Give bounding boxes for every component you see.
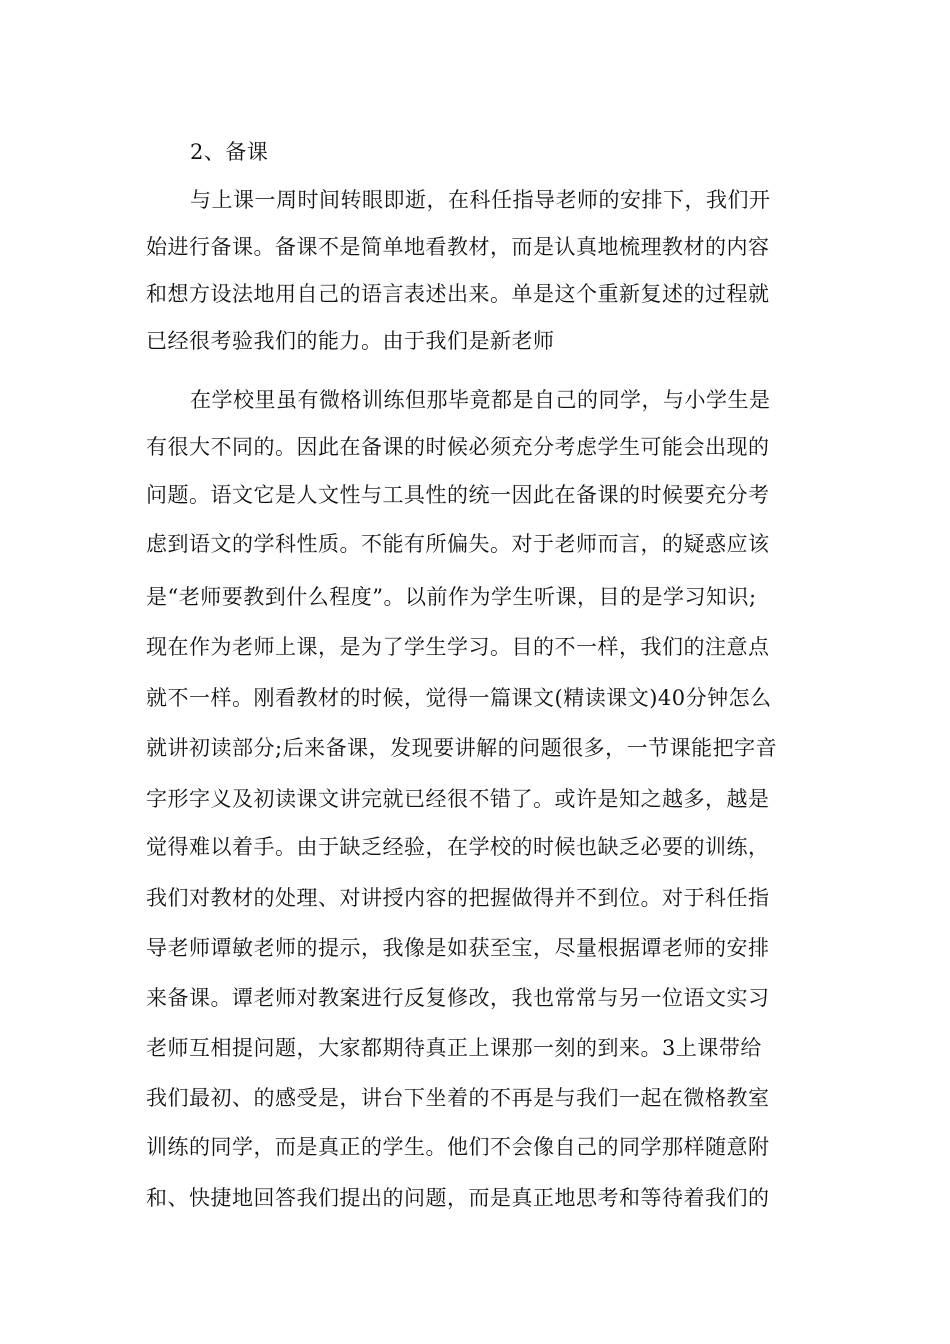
paragraph-line: 觉得难以着手。由于缺乏经验，在学校的时候也缺乏必要的训练， xyxy=(146,835,770,859)
paragraph-line: 我们最初、的感受是，讲台下坐着的不再是与我们一起在微格教室 xyxy=(146,1086,770,1110)
paragraph-line: 有很大不同的。因此在备课的时候必须充分考虑学生可能会出现的 xyxy=(146,435,770,459)
paragraph-line: 虑到语文的学科性质。不能有所偏失。对于老师而言，的疑惑应该 xyxy=(146,532,770,556)
paragraph-line: 和想方设法地用自己的语言表述出来。单是这个重新复述的过程就 xyxy=(146,282,770,306)
paragraph-line: 训练的同学，而是真正的学生。他们不会像自己的同学那样随意附 xyxy=(146,1135,770,1159)
paragraph-line: 导老师谭敏老师的提示，我像是如获至宝，尽量根据谭老师的安排 xyxy=(146,936,770,960)
paragraph-line: 就讲初读部分;后来备课，发现要讲解的问题很多，一节课能把字音 xyxy=(146,736,778,760)
paragraph-line: 在学校里虽有微格训练但那毕竟都是自己的同学，与小学生是 xyxy=(190,388,771,412)
paragraph-line: 问题。语文它是人文性与工具性的统一因此在备课的时候要充分考 xyxy=(146,483,770,507)
paragraph-line: 是“老师要教到什么程度”。以前作为学生听课，目的是学习知识; xyxy=(146,585,757,609)
paragraph-line: 已经很考验我们的能力。由于我们是新老师 xyxy=(146,329,555,353)
paragraph-line: 老师互相提问题，大家都期待真正上课那一刻的到来。3上课带给 xyxy=(146,1036,762,1060)
paragraph-line: 来备课。谭老师对教案进行反复修改，我也常常与另一位语文实习 xyxy=(146,986,770,1010)
paragraph-line: 与上课一周时间转眼即逝，在科任指导老师的安排下，我们开 xyxy=(190,188,771,212)
paragraph-line: 现在作为老师上课，是为了学生学习。目的不一样，我们的注意点 xyxy=(146,635,770,659)
paragraph-line: 始进行备课。备课不是简单地看教材，而是认真地梳理教材的内容 xyxy=(146,235,770,259)
section-heading: 2、备课 xyxy=(190,140,269,164)
paragraph-line: 就不一样。刚看教材的时候，觉得一篇课文(精读课文)40分钟怎么 xyxy=(146,686,772,710)
paragraph-line: 我们对教材的处理、对讲授内容的把握做得并不到位。对于科任指 xyxy=(146,886,770,910)
paragraph-line: 字形字义及初读课文讲完就已经很不错了。或许是知之越多，越是 xyxy=(146,787,770,811)
paragraph-line: 和、快捷地回答我们提出的问题，而是真正地思考和等待着我们的 xyxy=(146,1186,770,1210)
